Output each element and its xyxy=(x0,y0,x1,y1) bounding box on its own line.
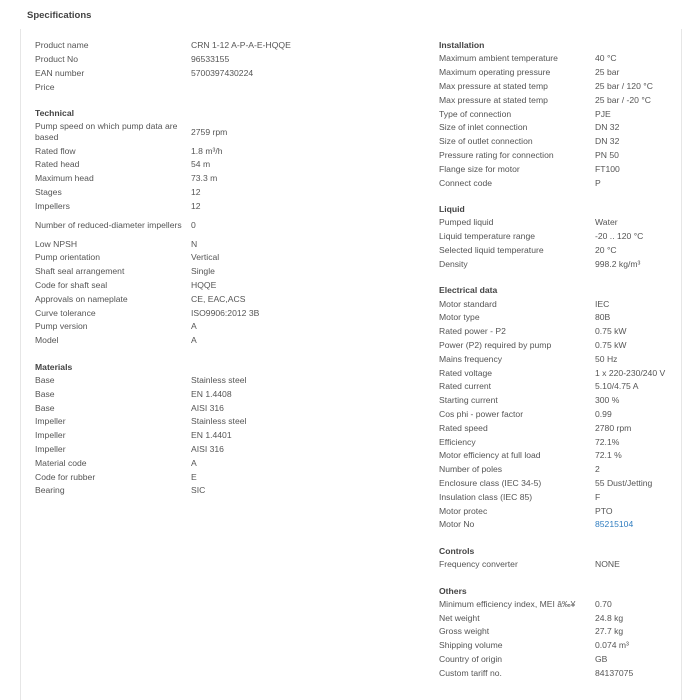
spec-label: Impeller xyxy=(35,430,66,441)
spec-value: 25 bar / -20 °C xyxy=(595,94,651,105)
spec-label: Price xyxy=(35,81,55,92)
spec-label: Shaft seal arrangement xyxy=(35,266,125,277)
spec-value: Stainless steel xyxy=(191,374,247,385)
spec-row xyxy=(439,162,689,176)
spec-section-others xyxy=(439,585,689,681)
spec-value: N xyxy=(191,238,198,249)
spec-section-controls xyxy=(439,545,689,572)
spec-row xyxy=(439,135,689,149)
spec-label: Pressure rating for connection xyxy=(439,149,554,160)
spec-label: Density xyxy=(439,258,468,269)
spec-section-product xyxy=(35,39,325,94)
spec-row xyxy=(35,292,325,306)
spec-label: Impellers xyxy=(35,200,70,211)
spec-label: Pump version xyxy=(35,321,88,332)
spec-label: Gross weight xyxy=(439,626,490,637)
section-heading: Installation xyxy=(439,40,485,50)
spec-row xyxy=(439,421,689,435)
spec-row xyxy=(439,380,689,394)
spec-row xyxy=(439,216,689,230)
spec-row xyxy=(439,477,689,491)
spec-row xyxy=(439,121,689,135)
spec-row xyxy=(35,186,325,200)
spec-label: Rated speed xyxy=(439,422,488,433)
spec-row xyxy=(35,334,325,348)
spec-value: 0 xyxy=(191,219,196,230)
spec-row xyxy=(35,199,325,213)
spec-row xyxy=(35,387,325,401)
spec-label: Bearing xyxy=(35,485,65,496)
spec-value: 55 Dust/Jetting xyxy=(595,477,653,488)
spec-section-electrical-data xyxy=(439,284,689,532)
spec-row xyxy=(35,374,325,388)
spec-label: Rated voltage xyxy=(439,367,493,378)
spec-value: FT100 xyxy=(595,163,620,174)
spec-value: 5700397430224 xyxy=(191,67,254,78)
spec-row xyxy=(35,470,325,484)
spec-value: 5.10/4.75 A xyxy=(595,381,639,392)
spec-row xyxy=(439,449,689,463)
spec-value: HQQE xyxy=(191,279,217,290)
left-column xyxy=(35,39,325,511)
spec-label: Country of origin xyxy=(439,654,503,665)
spec-value: 2 xyxy=(595,464,600,475)
spec-value: PN 50 xyxy=(595,149,619,160)
spec-label: Selected liquid temperature xyxy=(439,244,544,255)
spec-value: Single xyxy=(191,266,215,277)
spec-row xyxy=(439,149,689,163)
spec-row xyxy=(35,120,325,144)
spec-row xyxy=(439,366,689,380)
spec-value: 40 °C xyxy=(595,53,617,64)
spec-value: EN 1.4401 xyxy=(191,430,232,441)
spec-row xyxy=(439,311,689,325)
spec-label: Pumped liquid xyxy=(439,217,494,228)
spec-row xyxy=(35,67,325,81)
spec-value: DN 32 xyxy=(595,136,620,147)
spec-label: Starting current xyxy=(439,395,498,406)
spec-row xyxy=(35,39,325,53)
spec-label: Maximum head xyxy=(35,173,94,184)
spec-value: 73.3 m xyxy=(191,173,218,184)
spec-value: 2759 rpm xyxy=(191,126,228,137)
spec-row xyxy=(35,306,325,320)
spec-row xyxy=(439,257,689,271)
spec-value: 25 bar xyxy=(595,67,620,78)
spec-row xyxy=(439,394,689,408)
spec-label: Product name xyxy=(35,40,89,51)
spec-label: Code for shaft seal xyxy=(35,279,108,290)
spec-label: Size of outlet connection xyxy=(439,136,533,147)
spec-row xyxy=(35,53,325,67)
spec-row xyxy=(439,611,689,625)
section-heading: Technical xyxy=(35,108,75,119)
spec-value: DN 32 xyxy=(595,122,620,133)
spec-value: 2780 rpm xyxy=(595,422,632,433)
spec-value: 20 °C xyxy=(595,244,617,255)
spec-value: 24.8 kg xyxy=(595,612,624,623)
spec-row xyxy=(35,401,325,415)
spec-value: 0.99 xyxy=(595,408,612,419)
spec-value: 80B xyxy=(595,312,611,323)
spec-value: GB xyxy=(595,654,608,665)
spec-row xyxy=(439,339,689,353)
spec-row xyxy=(35,172,325,186)
spec-label: Enclosure class (IEC 34-5) xyxy=(439,477,542,488)
spec-label: Base xyxy=(35,388,55,399)
spec-value: AISI 316 xyxy=(191,443,224,454)
spec-value: 25 bar / 120 °C xyxy=(595,80,653,91)
spec-label: Motor protec xyxy=(439,505,488,516)
spec-label: Shipping volume xyxy=(439,640,503,651)
spec-value: SIC xyxy=(191,485,206,496)
spec-label: Impeller xyxy=(35,416,66,427)
spec-label: Minimum efficiency index, MEI â‰¥ xyxy=(439,598,576,609)
spec-value: -20 .. 120 °C xyxy=(595,231,644,242)
spec-value: PJE xyxy=(595,108,611,119)
spec-label: Low NPSH xyxy=(35,238,78,249)
spec-value: 12 xyxy=(191,186,201,197)
spec-row xyxy=(35,443,325,457)
spec-label: Curve tolerance xyxy=(35,307,96,318)
spec-label: Rated head xyxy=(35,159,80,170)
spec-value: 1 x 220-230/240 V xyxy=(595,367,666,378)
spec-value: A xyxy=(191,335,197,346)
spec-value: 50 Hz xyxy=(595,353,618,364)
spec-value: E xyxy=(191,471,197,482)
spec-label: Efficiency xyxy=(439,436,476,447)
spec-value: P xyxy=(595,177,601,188)
right-column xyxy=(439,39,689,693)
spec-row xyxy=(35,415,325,429)
spec-label: Motor standard xyxy=(439,298,497,309)
spec-row xyxy=(439,352,689,366)
spec-row xyxy=(35,456,325,470)
spec-value: NONE xyxy=(595,559,620,570)
spec-label: Impeller xyxy=(35,443,66,454)
spec-label: Power (P2) required by pump xyxy=(439,339,552,350)
spec-row xyxy=(439,325,689,339)
spec-row xyxy=(439,435,689,449)
spec-label: Net weight xyxy=(439,612,480,623)
spec-label: Number of reduced-diameter impellers xyxy=(35,219,182,230)
spec-row xyxy=(35,144,325,158)
spec-row xyxy=(439,66,689,80)
spec-label: Motor No xyxy=(439,519,475,530)
spec-row xyxy=(439,463,689,477)
spec-value: 72.1 % xyxy=(595,450,622,461)
spec-row xyxy=(439,93,689,107)
page-title: Specifications xyxy=(27,10,92,21)
spec-row xyxy=(35,265,325,279)
spec-label: Liquid temperature range xyxy=(439,231,536,242)
motor-no-link[interactable]: 85215104 xyxy=(595,519,634,530)
spec-value: CE, EAC,ACS xyxy=(191,293,246,304)
spec-row xyxy=(35,213,325,237)
spec-value: 72.1% xyxy=(595,436,620,447)
spec-label: Type of connection xyxy=(439,108,512,119)
spec-value: 27.7 kg xyxy=(595,626,624,637)
spec-label: Mains frequency xyxy=(439,353,503,364)
spec-value: 96533155 xyxy=(191,54,230,65)
spec-label: Number of poles xyxy=(439,464,503,475)
spec-label: Motor type xyxy=(439,312,480,323)
spec-label: Pump orientation xyxy=(35,252,100,263)
spec-label: Product No xyxy=(35,54,78,65)
spec-value: EN 1.4408 xyxy=(191,388,232,399)
spec-row xyxy=(439,244,689,258)
spec-row xyxy=(35,80,325,94)
spec-row xyxy=(439,666,689,680)
spec-row xyxy=(35,251,325,265)
spec-label: Cos phi - power factor xyxy=(439,408,524,419)
spec-row xyxy=(35,429,325,443)
spec-row xyxy=(439,80,689,94)
spec-row xyxy=(439,107,689,121)
spec-row xyxy=(439,518,689,532)
spec-label: Frequency converter xyxy=(439,559,518,570)
spec-label: Maximum operating pressure xyxy=(439,67,551,78)
spec-value: A xyxy=(191,321,197,332)
section-heading: Others xyxy=(439,585,467,596)
spec-value: 84137075 xyxy=(595,667,634,678)
spec-row xyxy=(35,484,325,498)
spec-label: Flange size for motor xyxy=(439,163,520,174)
spec-row xyxy=(439,230,689,244)
spec-label: EAN number xyxy=(35,67,85,78)
spec-label: Base xyxy=(35,402,55,413)
spec-value: 998.2 kg/m³ xyxy=(595,258,641,269)
spec-row xyxy=(439,490,689,504)
spec-row xyxy=(439,52,689,66)
spec-label: Code for rubber xyxy=(35,471,96,482)
spec-row xyxy=(35,158,325,172)
spec-value: ISO9906:2012 3B xyxy=(191,307,260,318)
section-heading: Controls xyxy=(439,545,475,556)
spec-label: Insulation class (IEC 85) xyxy=(439,491,533,502)
spec-label: Pump speed on which pump data are based xyxy=(35,121,178,143)
spec-label: Base xyxy=(35,374,55,385)
spec-label: Connect code xyxy=(439,177,493,188)
spec-label: Approvals on nameplate xyxy=(35,293,128,304)
spec-label: Max pressure at stated temp xyxy=(439,80,548,91)
section-heading: Materials xyxy=(35,361,73,372)
spec-label: Size of inlet connection xyxy=(439,122,528,133)
spec-row xyxy=(439,408,689,422)
spec-value: 12 xyxy=(191,200,201,211)
spec-value: CRN 1-12 A-P-A-E-HQQE xyxy=(191,40,291,51)
spec-value: 0.70 xyxy=(595,598,612,609)
spec-row xyxy=(439,598,689,612)
spec-row xyxy=(35,320,325,334)
spec-label: Custom tariff no. xyxy=(439,667,502,678)
spec-value: Vertical xyxy=(191,252,220,263)
spec-row xyxy=(439,297,689,311)
spec-row xyxy=(439,504,689,518)
spec-label: Model xyxy=(35,335,59,346)
spec-value: 54 m xyxy=(191,159,211,170)
spec-label: Rated power - P2 xyxy=(439,326,506,337)
spec-row xyxy=(439,653,689,667)
spec-row xyxy=(35,237,325,251)
spec-row xyxy=(439,639,689,653)
spec-value: PTO xyxy=(595,505,613,516)
spec-section-liquid xyxy=(439,203,689,271)
spec-value: 300 % xyxy=(595,395,620,406)
spec-section-installation xyxy=(439,39,689,190)
spec-row xyxy=(439,176,689,190)
spec-label: Motor efficiency at full load xyxy=(439,450,541,461)
section-heading: Electrical data xyxy=(439,285,498,296)
spec-label: Stages xyxy=(35,186,62,197)
spec-value: 0.074 m³ xyxy=(595,640,629,651)
spec-label: Material code xyxy=(35,457,87,468)
spec-value: 1.8 m³/h xyxy=(191,145,223,156)
spec-section-materials xyxy=(35,361,325,498)
spec-value: 0.75 kW xyxy=(595,326,627,337)
spec-label: Rated current xyxy=(439,381,492,392)
spec-label: Maximum ambient temperature xyxy=(439,53,558,64)
spec-row xyxy=(35,279,325,293)
spec-label: Rated flow xyxy=(35,145,76,156)
spec-label: Max pressure at stated temp xyxy=(439,94,548,105)
spec-value: 0.75 kW xyxy=(595,339,627,350)
spec-value: F xyxy=(595,491,601,502)
spec-row xyxy=(439,625,689,639)
spec-row xyxy=(439,558,689,572)
spec-value: Water xyxy=(595,217,618,228)
spec-section-technical xyxy=(35,107,325,347)
section-heading: Liquid xyxy=(439,203,465,214)
spec-value: A xyxy=(191,457,197,468)
spec-value: IEC xyxy=(595,298,610,309)
spec-value: Stainless steel xyxy=(191,416,247,427)
spec-value: AISI 316 xyxy=(191,402,224,413)
